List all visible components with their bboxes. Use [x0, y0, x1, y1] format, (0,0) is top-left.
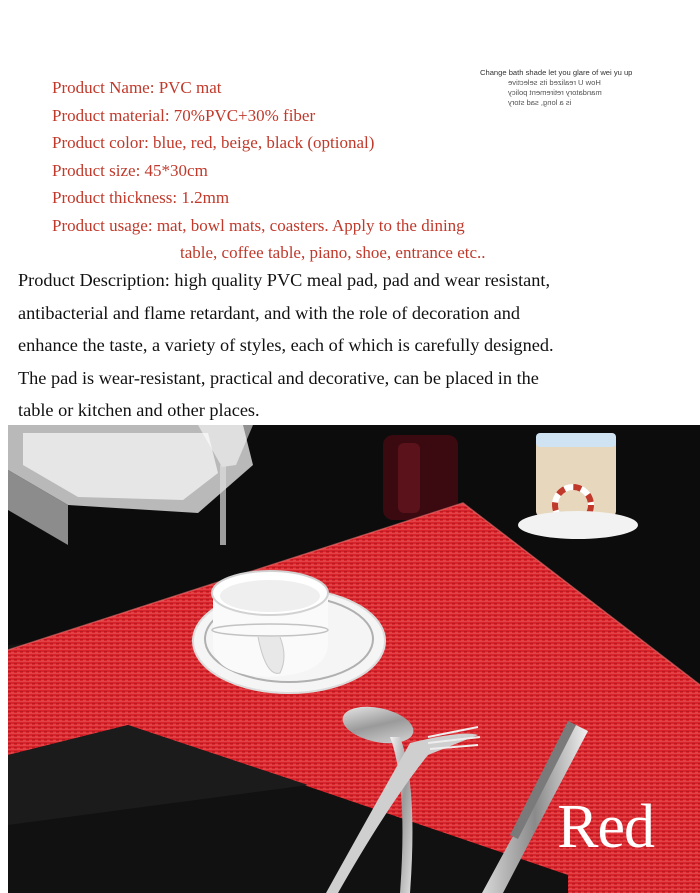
spec-color: Product color: blue, red, beige, black (optional)	[52, 133, 375, 152]
spec-name: Product Name: PVC mat	[52, 78, 222, 97]
corner-note-mirrored-line: is a long, sad story	[508, 98, 572, 107]
description-line: enhance the taste, a variety of styles, each of which is carefully designed.	[18, 335, 554, 355]
corner-note-mirrored-line: How U realized its selective	[508, 78, 601, 87]
product-description	[18, 264, 688, 427]
corner-note-mirrored-line: mandatory retirement policy	[508, 88, 602, 97]
description-line: Product Description: high quality PVC meal pad, pad and wear resistant,	[18, 270, 551, 290]
description-line: table or kitchen and other places.	[18, 400, 260, 420]
corner-note-line: Change bath shade let you glare of wei yu up	[480, 68, 633, 77]
description-line: The pad is wear-resistant, practical and decorative, can be placed in the	[18, 367, 539, 388]
description-line: antibacterial and flame retardant, and with the role of decoration and	[18, 302, 521, 323]
spec-size: Product size: 45*30cm	[52, 160, 208, 180]
spec-thickness: Product thickness: 1.2mm	[52, 188, 230, 207]
product-spec-list	[52, 74, 486, 267]
spec-usage-continued: table, coffee table, piano, shoe, entrance etc..	[180, 243, 486, 262]
corner-graphic-text	[480, 68, 680, 108]
spec-material: Product material: 70%PVC+30% fiber	[52, 105, 316, 125]
color-variant-label: Red	[557, 793, 654, 861]
product-photo	[8, 425, 700, 893]
spec-usage: Product usage: mat, bowl mats, coasters. Apply to the dining	[52, 215, 465, 235]
